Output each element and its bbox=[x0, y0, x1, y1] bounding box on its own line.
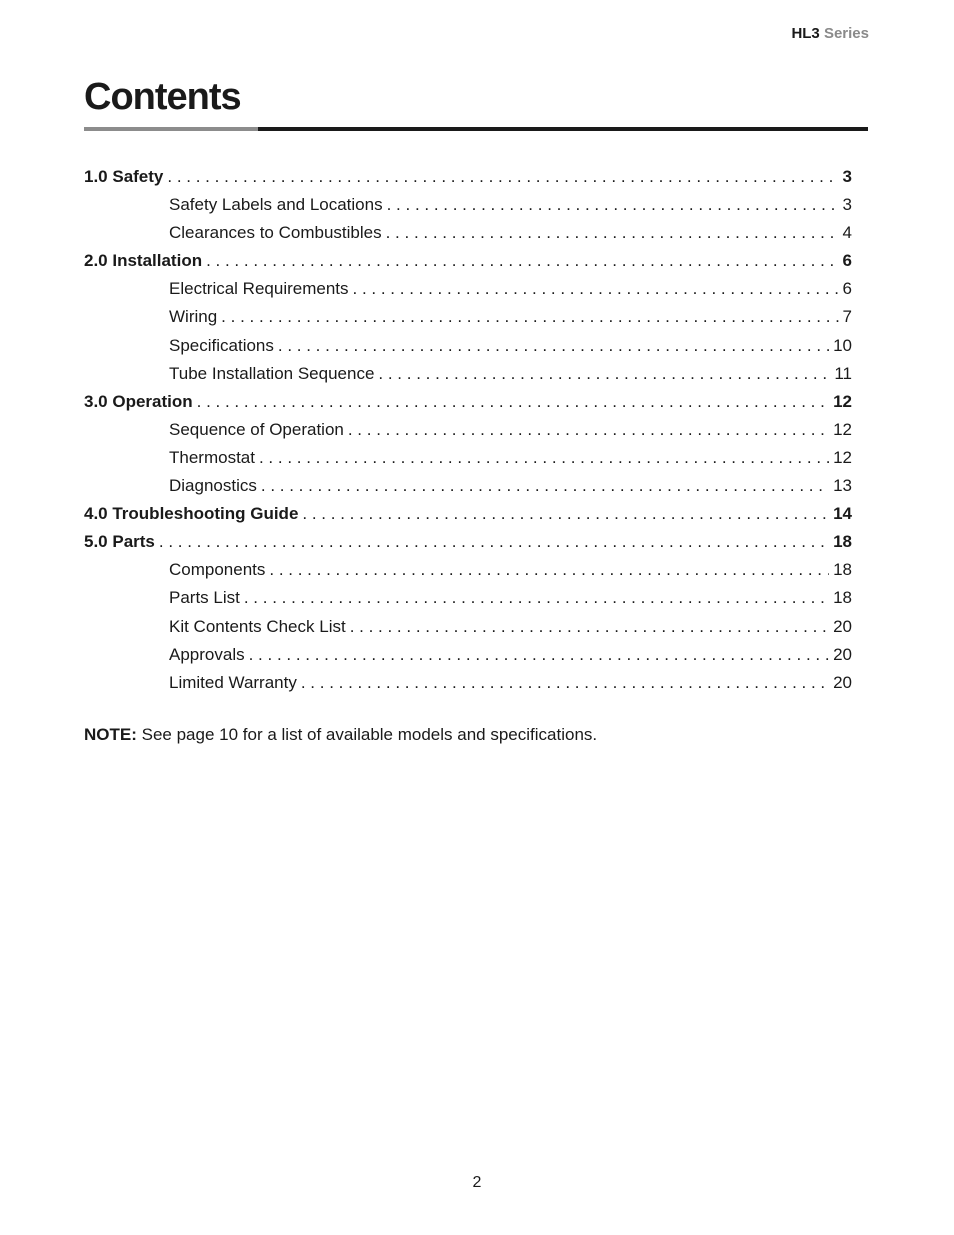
toc-subsection-entry[interactable] bbox=[84, 360, 852, 388]
toc-entry-label: 2.0 Installation bbox=[84, 251, 203, 271]
toc-dot-leader bbox=[259, 444, 829, 472]
toc-entry-page: 20 bbox=[833, 616, 852, 636]
toc-dot-leader bbox=[301, 669, 829, 697]
toc-entry-label: Approvals bbox=[169, 644, 245, 664]
toc-subsection-entry[interactable] bbox=[84, 416, 852, 444]
toc-entry-page: 18 bbox=[833, 588, 852, 608]
toc-subsection-entry[interactable] bbox=[84, 444, 852, 472]
toc-entry-label: Sequence of Operation bbox=[169, 419, 344, 439]
toc-dot-leader bbox=[197, 388, 829, 416]
toc-subsection-entry[interactable] bbox=[84, 472, 852, 500]
toc-dot-leader bbox=[221, 303, 838, 331]
toc-subsection-entry[interactable] bbox=[84, 584, 852, 612]
title-rule bbox=[258, 127, 868, 131]
toc-dot-leader bbox=[387, 191, 839, 219]
toc-dot-leader bbox=[159, 528, 829, 556]
toc-dot-leader bbox=[206, 247, 838, 275]
toc-entry-label: Clearances to Combustibles bbox=[169, 223, 382, 243]
toc-entry-label: Tube Installation Sequence bbox=[169, 363, 375, 383]
toc-entry-page: 18 bbox=[833, 560, 852, 580]
toc-entry-page: 6 bbox=[842, 251, 852, 271]
toc-dot-leader bbox=[167, 163, 838, 191]
toc-subsection-entry[interactable] bbox=[84, 641, 852, 669]
toc-dot-leader bbox=[386, 219, 839, 247]
toc-entry-page: 12 bbox=[833, 447, 852, 467]
toc-dot-leader bbox=[350, 613, 829, 641]
toc-entry-label: Thermostat bbox=[169, 447, 255, 467]
toc-entry-page: 6 bbox=[842, 279, 852, 299]
toc-dot-leader bbox=[261, 472, 829, 500]
toc-entry-label: Parts List bbox=[169, 588, 240, 608]
toc-dot-leader bbox=[269, 556, 829, 584]
toc-dot-leader bbox=[244, 584, 829, 612]
toc-entry-page: 20 bbox=[833, 644, 852, 664]
toc-entry-page: 12 bbox=[833, 391, 852, 411]
toc-subsection-entry[interactable] bbox=[84, 219, 852, 247]
toc-section-entry[interactable] bbox=[84, 500, 852, 528]
toc-entry-label: Electrical Requirements bbox=[169, 279, 349, 299]
toc-subsection-entry[interactable] bbox=[84, 332, 852, 360]
note bbox=[84, 725, 597, 745]
toc-entry-label: Specifications bbox=[169, 335, 274, 355]
note-text: See page 10 for a list of available models and specifications. bbox=[141, 725, 598, 744]
toc-section-entry[interactable] bbox=[84, 163, 852, 191]
toc-dot-leader bbox=[348, 416, 829, 444]
toc-entry-page: 3 bbox=[842, 195, 852, 215]
toc-dot-leader bbox=[353, 275, 839, 303]
toc-dot-leader bbox=[378, 360, 830, 388]
toc-entry-label: 4.0 Troubleshooting Guide bbox=[84, 504, 299, 524]
series-label: Series bbox=[823, 25, 869, 42]
table-of-contents bbox=[84, 163, 852, 697]
toc-entry-page: 13 bbox=[833, 476, 852, 496]
title-rule-accent bbox=[84, 127, 258, 131]
toc-entry-page: 20 bbox=[833, 672, 852, 692]
toc-subsection-entry[interactable] bbox=[84, 669, 852, 697]
toc-entry-page: 3 bbox=[842, 167, 852, 186]
toc-dot-leader bbox=[278, 332, 829, 360]
model-name: HL3 bbox=[791, 25, 820, 42]
toc-subsection-entry[interactable] bbox=[84, 303, 852, 331]
toc-entry-label: 5.0 Parts bbox=[84, 532, 155, 552]
note-label: NOTE: bbox=[84, 725, 137, 744]
toc-section-entry[interactable] bbox=[84, 388, 852, 416]
toc-entry-page: 10 bbox=[833, 335, 852, 355]
toc-entry-page: 4 bbox=[842, 223, 852, 243]
toc-entry-label: Components bbox=[169, 560, 266, 580]
toc-subsection-entry[interactable] bbox=[84, 613, 852, 641]
running-header bbox=[791, 25, 869, 42]
toc-entry-page: 11 bbox=[834, 363, 852, 383]
toc-entry-page: 18 bbox=[833, 532, 852, 552]
page-number: 2 bbox=[472, 1174, 482, 1191]
toc-subsection-entry[interactable] bbox=[84, 275, 852, 303]
toc-section-entry[interactable] bbox=[84, 528, 852, 556]
toc-subsection-entry[interactable] bbox=[84, 556, 852, 584]
toc-entry-label: Diagnostics bbox=[169, 476, 257, 496]
toc-entry-label: Kit Contents Check List bbox=[169, 616, 346, 636]
toc-entry-page: 12 bbox=[833, 419, 852, 439]
toc-entry-label: Wiring bbox=[169, 307, 218, 327]
toc-entry-label: 3.0 Operation bbox=[84, 391, 193, 411]
toc-dot-leader bbox=[249, 641, 829, 669]
toc-entry-page: 7 bbox=[842, 307, 852, 327]
toc-subsection-entry[interactable] bbox=[84, 191, 852, 219]
toc-dot-leader bbox=[302, 500, 829, 528]
toc-entry-label: 1.0 Safety bbox=[84, 167, 164, 186]
toc-entry-page: 14 bbox=[833, 504, 852, 524]
toc-section-entry[interactable] bbox=[84, 247, 852, 275]
toc-entry-label: Safety Labels and Locations bbox=[169, 195, 383, 215]
page-title: Contents bbox=[84, 76, 241, 118]
toc-entry-label: Limited Warranty bbox=[169, 672, 297, 692]
